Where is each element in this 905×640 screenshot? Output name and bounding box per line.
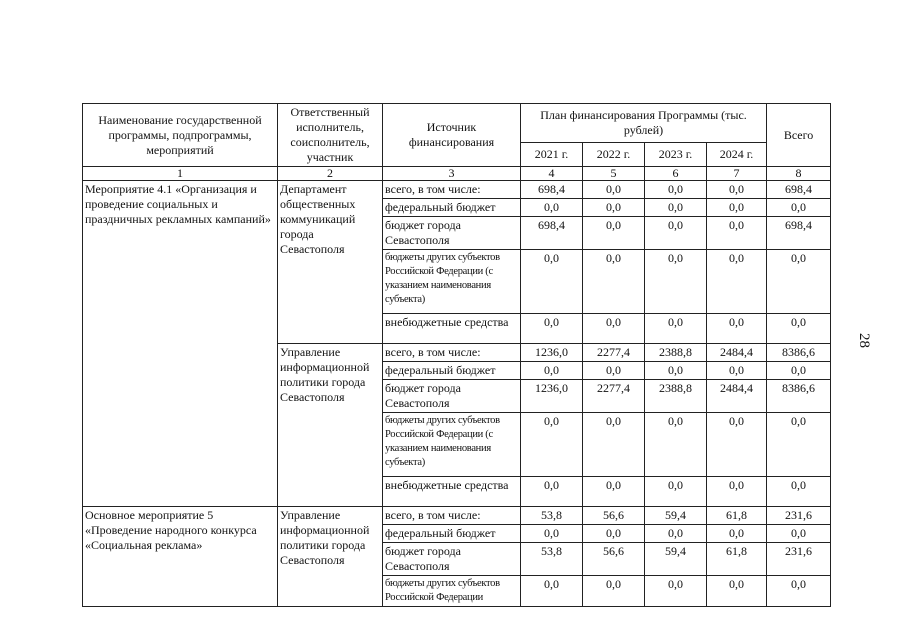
value-cell: 0,0 bbox=[767, 314, 831, 344]
value-cell: 0,0 bbox=[521, 576, 583, 607]
value-cell: 0,0 bbox=[583, 250, 645, 314]
financing-table bbox=[82, 103, 831, 607]
value-cell: 0,0 bbox=[707, 413, 767, 477]
value-cell: 53,8 bbox=[521, 507, 583, 525]
value-cell: 0,0 bbox=[583, 413, 645, 477]
value-cell: 0,0 bbox=[707, 576, 767, 607]
value-cell: 698,4 bbox=[521, 181, 583, 199]
value-cell: 8386,6 bbox=[767, 344, 831, 362]
value-cell: 0,0 bbox=[645, 477, 707, 507]
value-cell: 0,0 bbox=[707, 199, 767, 217]
value-cell: 0,0 bbox=[707, 181, 767, 199]
source-cell: всего, в том числе: bbox=[383, 507, 521, 525]
value-cell: 56,6 bbox=[583, 543, 645, 576]
value-cell: 0,0 bbox=[645, 314, 707, 344]
header-year: 2022 г. bbox=[583, 142, 645, 166]
source-cell: федеральный бюджет bbox=[383, 525, 521, 543]
source-cell: всего, в том числе: bbox=[383, 344, 521, 362]
value-cell: 0,0 bbox=[645, 250, 707, 314]
header-year: 2023 г. bbox=[645, 142, 707, 166]
value-cell: 0,0 bbox=[645, 199, 707, 217]
value-cell: 231,6 bbox=[767, 543, 831, 576]
value-cell: 0,0 bbox=[583, 525, 645, 543]
value-cell: 1236,0 bbox=[521, 380, 583, 413]
value-cell: 0,0 bbox=[521, 199, 583, 217]
value-cell: 0,0 bbox=[767, 525, 831, 543]
value-cell: 231,6 bbox=[767, 507, 831, 525]
executor-name: Управление информационной политики города Севастополя bbox=[278, 344, 383, 507]
value-cell: 0,0 bbox=[521, 314, 583, 344]
value-cell: 61,8 bbox=[707, 507, 767, 525]
value-cell: 0,0 bbox=[767, 576, 831, 607]
value-cell: 0,0 bbox=[583, 576, 645, 607]
value-cell: 0,0 bbox=[767, 413, 831, 477]
column-number: 1 bbox=[83, 167, 278, 181]
value-cell: 53,8 bbox=[521, 543, 583, 576]
column-number: 6 bbox=[645, 167, 707, 181]
value-cell: 61,8 bbox=[707, 543, 767, 576]
value-cell: 0,0 bbox=[707, 525, 767, 543]
value-cell: 0,0 bbox=[767, 477, 831, 507]
value-cell: 0,0 bbox=[645, 181, 707, 199]
header-year: 2021 г. bbox=[521, 142, 583, 166]
table-row bbox=[83, 507, 831, 525]
value-cell: 698,4 bbox=[767, 217, 831, 250]
header-year: 2024 г. bbox=[707, 142, 767, 166]
value-cell: 0,0 bbox=[645, 413, 707, 477]
column-number: 7 bbox=[707, 167, 767, 181]
value-cell: 1236,0 bbox=[521, 344, 583, 362]
source-cell: внебюджетные средства bbox=[383, 477, 521, 507]
header-name: Наименование государственной программы, подпрограммы, мероприятий bbox=[83, 104, 278, 167]
header-source: Источник финансирования bbox=[383, 104, 521, 167]
value-cell: 0,0 bbox=[767, 362, 831, 380]
value-cell: 0,0 bbox=[767, 199, 831, 217]
value-cell: 59,4 bbox=[645, 543, 707, 576]
value-cell: 0,0 bbox=[583, 362, 645, 380]
value-cell: 2388,8 bbox=[645, 344, 707, 362]
source-cell: внебюджетные средства bbox=[383, 314, 521, 344]
source-cell: бюджеты других субъектов Российской Федерации bbox=[383, 576, 521, 607]
column-number: 5 bbox=[583, 167, 645, 181]
value-cell: 0,0 bbox=[707, 362, 767, 380]
value-cell: 0,0 bbox=[707, 250, 767, 314]
source-cell: федеральный бюджет bbox=[383, 199, 521, 217]
value-cell: 0,0 bbox=[521, 413, 583, 477]
source-cell: бюджет города Севастополя bbox=[383, 217, 521, 250]
value-cell: 698,4 bbox=[521, 217, 583, 250]
value-cell: 0,0 bbox=[583, 181, 645, 199]
value-cell: 0,0 bbox=[707, 477, 767, 507]
executor-name: Управление информационной политики города Севастополя bbox=[278, 507, 383, 607]
value-cell: 698,4 bbox=[767, 181, 831, 199]
value-cell: 0,0 bbox=[521, 477, 583, 507]
value-cell: 0,0 bbox=[645, 576, 707, 607]
value-cell: 8386,6 bbox=[767, 380, 831, 413]
value-cell: 0,0 bbox=[645, 362, 707, 380]
column-number: 4 bbox=[521, 167, 583, 181]
column-number: 3 bbox=[383, 167, 521, 181]
value-cell: 0,0 bbox=[583, 314, 645, 344]
value-cell: 2388,8 bbox=[645, 380, 707, 413]
source-cell: бюджет города Севастополя bbox=[383, 380, 521, 413]
value-cell: 0,0 bbox=[521, 250, 583, 314]
header-total: Всего bbox=[767, 104, 831, 167]
source-cell: всего, в том числе: bbox=[383, 181, 521, 199]
value-cell: 0,0 bbox=[521, 525, 583, 543]
value-cell: 59,4 bbox=[645, 507, 707, 525]
value-cell: 0,0 bbox=[645, 217, 707, 250]
source-cell: бюджеты других субъектов Российской Федерации (с указанием наименования субъекта) bbox=[383, 413, 521, 477]
value-cell: 0,0 bbox=[707, 217, 767, 250]
value-cell: 2484,4 bbox=[707, 344, 767, 362]
measure-name: Мероприятие 4.1 «Организация и проведение социальных и праздничных рекламных кампаний» bbox=[83, 181, 278, 507]
source-cell: бюджет города Севастополя bbox=[383, 543, 521, 576]
value-cell: 2484,4 bbox=[707, 380, 767, 413]
value-cell: 0,0 bbox=[583, 217, 645, 250]
column-number: 2 bbox=[278, 167, 383, 181]
source-cell: бюджеты других субъектов Российской Федерации (с указанием наименования субъекта) bbox=[383, 250, 521, 314]
column-number: 8 bbox=[767, 167, 831, 181]
executor-name: Департамент общественных коммуникаций города Севастополя bbox=[278, 181, 383, 344]
header-plan: План финансирования Программы (тыс. рублей) bbox=[521, 104, 767, 143]
value-cell: 0,0 bbox=[767, 250, 831, 314]
value-cell: 0,0 bbox=[521, 362, 583, 380]
value-cell: 0,0 bbox=[645, 525, 707, 543]
value-cell: 0,0 bbox=[583, 477, 645, 507]
source-cell: федеральный бюджет bbox=[383, 362, 521, 380]
table-row bbox=[83, 181, 831, 199]
value-cell: 0,0 bbox=[707, 314, 767, 344]
value-cell: 0,0 bbox=[583, 199, 645, 217]
page-number: 28 bbox=[856, 333, 872, 348]
value-cell: 2277,4 bbox=[583, 344, 645, 362]
value-cell: 2277,4 bbox=[583, 380, 645, 413]
value-cell: 56,6 bbox=[583, 507, 645, 525]
header-responsible: Ответственный исполнитель, соисполнитель, участник bbox=[278, 104, 383, 167]
measure-name: Основное мероприятие 5 «Проведение народного конкурса «Социальная реклама» bbox=[83, 507, 278, 607]
